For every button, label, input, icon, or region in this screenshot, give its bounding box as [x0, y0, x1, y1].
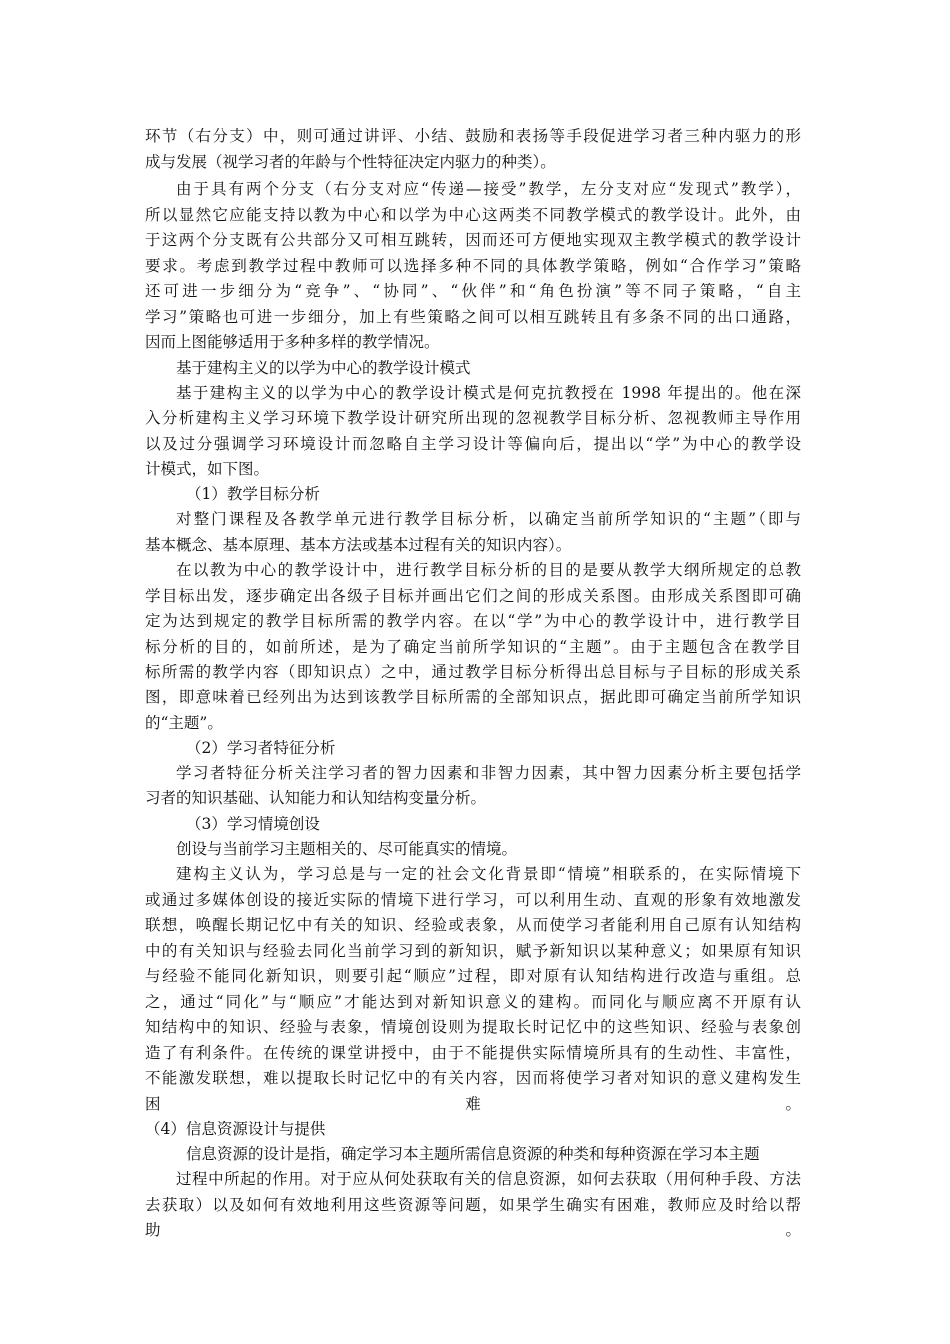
text-line: 基本概念、基本原理、基本方法或基本过程有关的知识内容）。: [145, 536, 572, 554]
text-line: 之，通过“同化”与“顺应”才能达到对新知识意义的建构。而同化与顺应离不开原有认: [145, 993, 801, 1011]
text-line: 习者的知识基础、认知能力和认知结构变量分析。: [145, 789, 487, 807]
text-line: 由于具有两个分支（右分支对应“传递—接受”教学，左分支对应“发现式”教学），: [176, 180, 801, 198]
text-line: 环节（右分支）中，则可通过讲评、小结、鼓励和表扬等手段促进学习者三种内驱力的形: [145, 127, 801, 145]
text-line: 标所需的教学内容（即知识点）之中，通过教学目标分析得出总目标与子目标的形成关系: [145, 663, 801, 681]
section-heading: （3）学习情境创设: [186, 815, 320, 833]
text-line: 基于建构主义的以学为中心的教学设计模式是何克抗教授在 1998 年提出的。他在深: [176, 384, 801, 402]
text-line: 标分析的目的，如前所述，是为了确定当前所学知识的“主题”。由于主题包含在教学目: [145, 638, 801, 656]
text-line: 创设与当前学习主题相关的、尽可能真实的情境。: [176, 840, 518, 858]
section-heading: 基于建构主义的以学为中心的教学设计模式: [176, 359, 471, 377]
text-line: 或通过多媒体创设的接近实际的情境下进行学习，可以利用生动、直观的形象有效地激发: [145, 891, 801, 909]
text-line: 以及过分强调学习环境设计而忽略自主学习设计等偏向后，提出以“学”为中心的教学设: [145, 435, 801, 453]
text-line: 知结构中的知识、经验与表象，情境创设则为提取长时记忆中的这些知识、经验与表象创: [145, 1018, 801, 1036]
text-line: 计模式，如下图。: [145, 460, 270, 478]
text-line: （4）信息资源设计与提供: [145, 1120, 326, 1138]
text-line: 建构主义认为，学习总是与一定的社会文化背景即“情境”相联系的，在实际情境下: [176, 865, 801, 883]
text-line: 去获取）以及如何有效地利用这些资源等问题，如果学生确实有困难，教师应及时给以帮: [145, 1196, 801, 1214]
text-line: 还可进一步细分为“竞争”、“协同”、“伙伴”和“角色扮演”等不同子策略，“自主: [145, 282, 801, 300]
text-line: 过程中所起的作用。对于应从何处获取有关的信息资源，如何去获取（用何种手段、方法: [176, 1170, 801, 1188]
text-line: 在以教为中心的教学设计中，进行教学目标分析的目的是要从教学大纲所规定的总教: [176, 561, 801, 579]
text-line: 定为达到规定的教学目标所需的教学内容。在以“学”为中心的教学设计中，进行教学目: [145, 612, 801, 630]
text-line: 于这两个分支既有公共部分又可相互跳转，因而还可方便地实现双主教学模式的教学设计: [145, 231, 801, 249]
text-line: 对整门课程及各教学单元进行教学目标分析，以确定当前所学知识的“主题”（即与: [176, 510, 801, 528]
section-heading: （2）学习者特征分析: [186, 739, 336, 757]
text-line: 学习者特征分析关注学习者的智力因素和非智力因素，其中智力因素分析主要包括学: [176, 764, 801, 782]
text-line: 困难。: [145, 1095, 801, 1113]
text-line: 造了有利条件。在传统的课堂讲授中，由于不能提供实际情境所具有的生动性、丰富性，: [145, 1044, 801, 1062]
text-line: 学习”策略也可进一步细分，加上有些策略之间可以相互跳转且有多条不同的出口通路，: [145, 308, 801, 326]
text-line: 学目标出发，逐步确定出各级子目标并画出它们之间的形成关系图。由形成关系图即可确: [145, 587, 801, 605]
text-line: 中的有关知识与经验去同化当前学习到的新知识，赋予新知识以某种意义；如果原有知识: [145, 942, 801, 960]
text-line: 成与发展（视学习者的年龄与个性特征决定内驱力的种类）。: [145, 153, 556, 171]
text-line: 所以显然它应能支持以教为中心和以学为中心这两类不同教学模式的教学设计。此外，由: [145, 206, 801, 224]
text-line: 要求。考虑到教学过程中教师可以选择多种不同的具体教学策略，例如“合作学习”策略: [145, 257, 801, 275]
text-line: 图，即意味着已经列出为达到该教学目标所需的全部知识点，据此即可确定当前所学知识: [145, 688, 801, 706]
text-line: 助。: [145, 1221, 801, 1239]
text-line: 入分析建构主义学习环境下教学设计研究所出现的忽视教学目标分析、忽视教师主导作用: [145, 409, 801, 427]
text-line: 与经验不能同化新知识，则要引起“顺应”过程，即对原有认知结构进行改造与重组。总: [145, 967, 801, 985]
section-heading: （1）教学目标分析: [186, 485, 320, 503]
text-line: 联想，唤醒长期记忆中有关的知识、经验或表象，从而使学习者能利用自己原有认知结构: [145, 916, 801, 934]
text-line: 因而上图能够适用于多种多样的教学情况。: [145, 333, 440, 351]
section-heading: 信息资源的设计是指，确定学习本主题所需信息资源的种类和每种资源在学习本主题: [186, 1145, 760, 1163]
text-line: 不能激发联想，难以提取长时记忆中的有关内容，因而将使学习者对知识的意义建构发生: [145, 1069, 801, 1087]
text-line: 的“主题”。: [145, 714, 223, 732]
